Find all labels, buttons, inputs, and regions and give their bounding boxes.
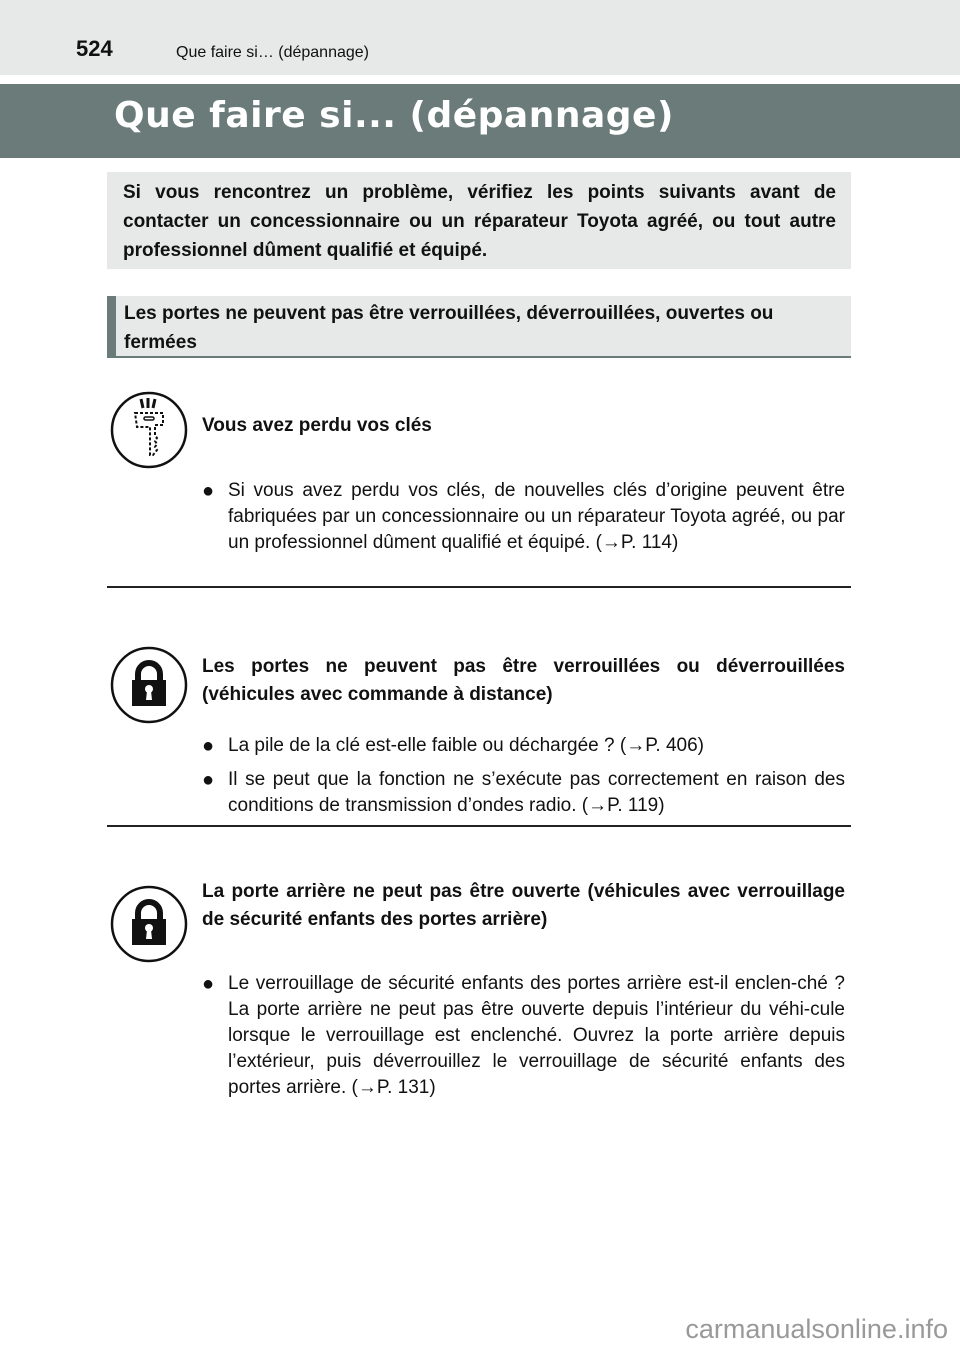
padlock-icon	[110, 646, 188, 724]
item-title: Vous avez perdu vos clés	[202, 415, 432, 436]
bullet-icon: ●	[202, 480, 215, 502]
bullet-icon: ●	[202, 769, 215, 791]
page-title: Que faire si... (dépannage)	[114, 95, 674, 136]
item-title: La porte arrière ne peut pas être ouverte (véhicules avec verrouillage de sécurité enfants des portes arrière)	[202, 881, 845, 930]
list-item: ● Si vous avez perdu vos clés, de nouvelles clés d’origine peuvent être fabriquées par un concessionnaire ou un réparateur Toyota agréé, ou par un professionnel dûment qualifié et équipé. (→P. 114)	[202, 480, 845, 553]
bullet-icon: ●	[202, 973, 215, 995]
watermark: carmanualsonline.info	[685, 1314, 948, 1344]
page-number: 524	[76, 36, 113, 61]
bullet-icon: ●	[202, 735, 215, 757]
item-title: Les portes ne peuvent pas être verrouillées ou déverrouillées (véhicules avec commande à distance)	[202, 656, 845, 705]
list-item: ● La pile de la clé est-elle faible ou déchargée ? (→P. 406)	[202, 735, 705, 757]
running-header	[0, 0, 960, 75]
padlock-icon	[110, 885, 188, 963]
list-item: ● Le verrouillage de sécurité enfants des portes arrière est-il enclen-ché ? La porte arrière ne peut pas être ouverte depuis l’intérieur du véhi-cule lorsque le verrouillage est enclenché. Ouvrez la porte arrière depuis l’extérieur, puis déverrouillez le verrouillage de sécurité enfants des portes arrière. (→P. 131)	[202, 973, 845, 1098]
divider	[107, 825, 851, 827]
running-title: Que faire si… (dépannage)	[176, 44, 369, 61]
lost-key-icon	[110, 391, 188, 469]
divider	[107, 586, 851, 588]
intro-box: Si vous rencontrez un problème, vérifiez les points suivants avant de contacter un concessionnaire ou un réparateur Toyota agréé, ou tout autre professionnel dûment qualifié et équipé.	[107, 172, 851, 269]
section-heading: Les portes ne peuvent pas être verrouillées, déverrouillées, ouvertes ou fermées	[107, 296, 851, 358]
list-item: ● Il se peut que la fonction ne s’exécute pas correctement en raison des conditions de transmission d’ondes radio. (→P. 119)	[202, 769, 845, 816]
